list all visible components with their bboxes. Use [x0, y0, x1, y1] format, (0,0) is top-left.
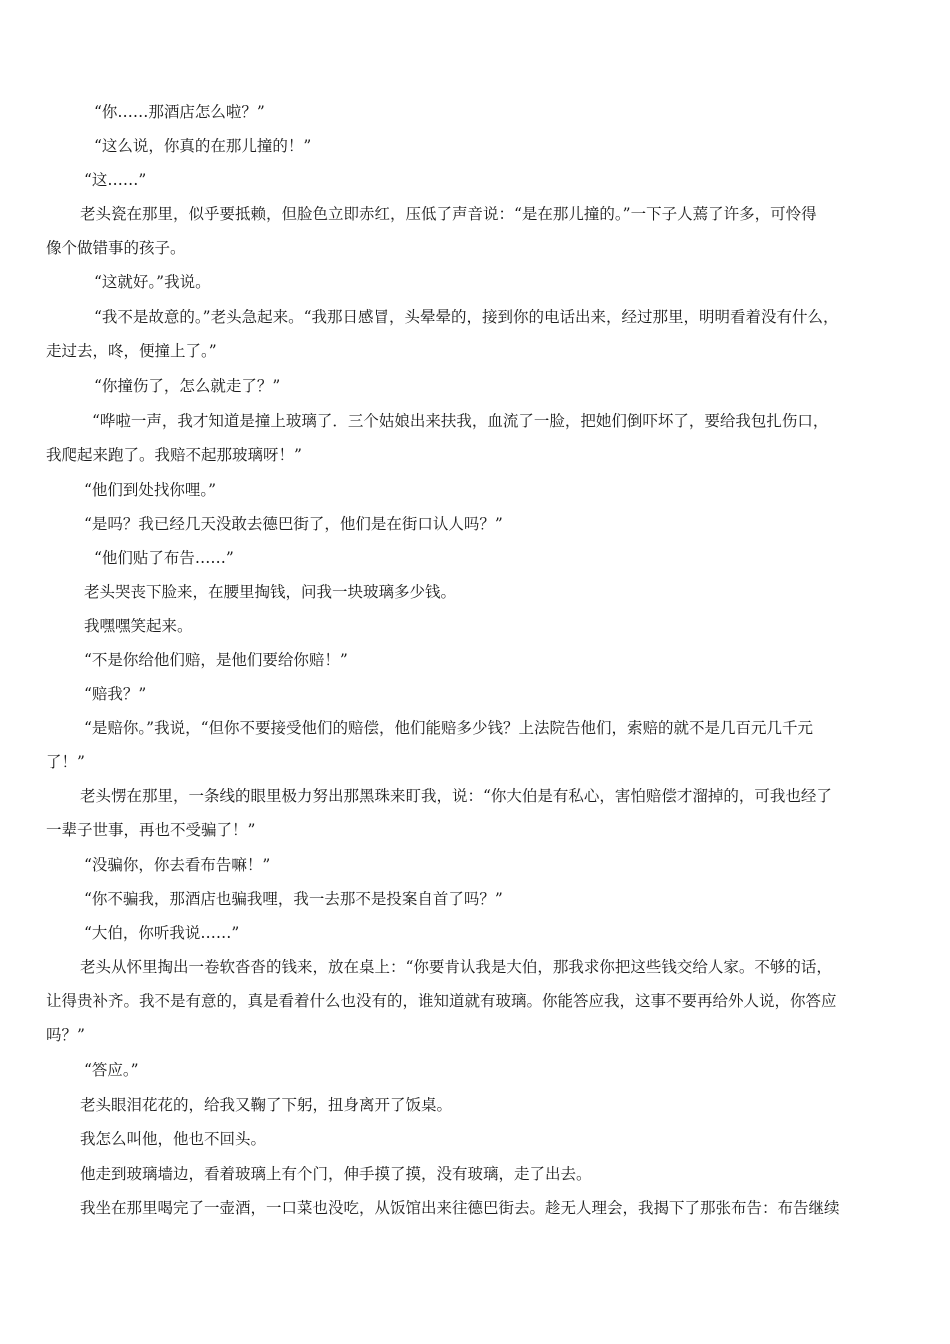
text-line: 吗？”	[46, 1026, 85, 1044]
text-line: “是吗？我已经几天没敢去德巴街了，他们是在街口认人吗？”	[84, 515, 503, 533]
text-line: 老头瓷在那里，似乎要抵赖，但脸色立即赤红，压低了声音说：“是在那儿撞的。”一下子人蔫了许多，可怜得	[80, 205, 817, 223]
text-line: “你撞伤了，怎么就走了？”	[94, 377, 281, 395]
text-line: 他走到玻璃墙边，看着玻璃上有个门，伸手摸了摸，没有玻璃，走了出去。	[80, 1165, 592, 1183]
text-line: “他们到处找你哩。”	[84, 481, 217, 499]
paragraph	[46, 1122, 946, 1156]
paragraph	[46, 575, 950, 609]
text-line: “这么说，你真的在那儿撞的！”	[94, 137, 312, 155]
paragraph	[46, 163, 950, 197]
text-line: “你不骗我，那酒店也骗我哩，我一去那不是投案自首了吗？”	[84, 890, 503, 908]
paragraph	[46, 129, 950, 163]
paragraph	[46, 711, 912, 779]
text-line: “没骗你，你去看布告嘛！”	[84, 856, 271, 874]
paragraph	[46, 197, 912, 265]
text-line: “是赔你。”我说，“但你不要接受他们的赔偿，他们能赔多少钱？上法院告他们，索赔的就不是几百元几千元	[84, 719, 814, 737]
paragraph	[46, 1088, 946, 1122]
paragraph	[46, 473, 950, 507]
text-line: “哗啦一声，我才知道是撞上玻璃了．三个姑娘出来扶我，血流了一脸，把她们倒吓坏了，要给我包扎伤口，	[92, 412, 829, 430]
text-line: 让得贵补齐。我不是有意的，真是看着什么也没有的，谁知道就有玻璃。你能答应我，这事不要再给外人说，你答应	[46, 992, 837, 1010]
text-line: “这就好。”我说。	[94, 273, 211, 291]
text-line: “答应。”	[84, 1061, 139, 1079]
text-line: “他们贴了布告……”	[94, 549, 234, 567]
paragraph	[46, 677, 950, 711]
text-line: “赔我？”	[84, 685, 147, 703]
text-line: 老头从怀里掏出一卷软沓沓的钱来，放在桌上：“你要肯认我是大伯，那我求你把这些钱交给人家。不够的话，	[80, 958, 832, 976]
text-line: 像个做错事的孩子。	[46, 239, 186, 257]
paragraph	[46, 1157, 946, 1191]
paragraph	[46, 779, 912, 847]
paragraph	[46, 369, 950, 403]
text-line: “大伯，你听我说……”	[84, 924, 240, 942]
paragraph	[46, 882, 950, 916]
paragraph	[46, 916, 950, 950]
text-line: “不是你给他们赔，是他们要给你赔！”	[84, 651, 348, 669]
paragraph	[46, 848, 950, 882]
paragraph	[46, 643, 950, 677]
text-line: 老头愣在那里，一条线的眼里极力努出那黑珠来盯我，说：“你大伯是有私心，害怕赔偿才溜掉的，可我也经了	[80, 787, 832, 805]
text-line: 一辈子世事，再也不受骗了！”	[46, 821, 256, 839]
text-line: 我坐在那里喝完了一壶酒，一口菜也没吃，从饭馆出来往德巴街去。趁无人理会，我揭下了那张布告：布告继续	[80, 1199, 840, 1217]
text-line: 我爬起来跑了。我赔不起那玻璃呀！”	[46, 446, 302, 464]
text-line: 了！”	[46, 753, 85, 771]
text-line: 老头哭丧下脸来，在腰里掏钱，问我一块玻璃多少钱。	[84, 583, 457, 601]
text-line: 我嘿嘿笑起来。	[84, 617, 193, 635]
paragraph	[46, 507, 950, 541]
paragraph	[46, 1053, 950, 1087]
text-line: 我怎么叫他，他也不回头。	[80, 1130, 267, 1148]
paragraph	[46, 541, 950, 575]
paragraph	[46, 404, 912, 472]
paragraph	[46, 950, 912, 1052]
text-line: 老头眼泪花花的，给我又鞠了下躬，扭身离开了饭桌。	[80, 1096, 453, 1114]
text-line: “我不是故意的。”老头急起来。“我那日感冒，头晕晕的，接到你的电话出来，经过那里，明明看着没有什么，	[94, 308, 839, 326]
paragraph	[46, 95, 950, 129]
paragraph	[46, 609, 950, 643]
paragraph	[46, 300, 912, 368]
paragraph	[46, 265, 950, 299]
text-line: “这……”	[84, 171, 147, 189]
paragraph	[46, 1191, 946, 1225]
text-line: “你……那酒店怎么啦？”	[94, 103, 265, 121]
text-line: 走过去，咚，便撞上了。”	[46, 342, 217, 360]
